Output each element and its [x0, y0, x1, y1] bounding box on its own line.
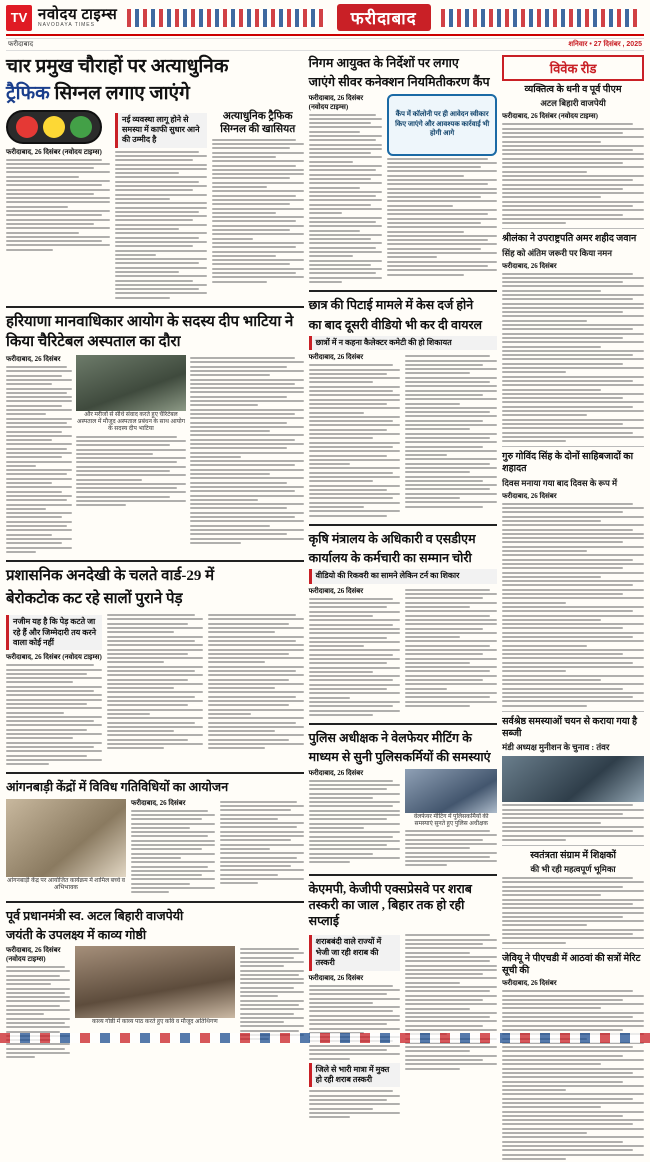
story-police-welfare: [309, 730, 498, 869]
opinion-6-body: [502, 990, 644, 1160]
police-caption: वेलफेयर मीटिंग में पुलिसकर्मियों की समस्याएं सुनते हुए पुलिस अधीक्षक: [413, 813, 489, 827]
human-rights-caption: और मरीजों से सीधे संवाद करते हुए चैरिटेबल अस्पताल में मौजूद अस्पताल प्रबंधन के साथ आयोग के सदस्य दीप भाटिया: [76, 412, 186, 433]
opinion-2-title: श्रीलंका ने उपराष्ट्रपति अमर शहीद जवान: [502, 234, 637, 245]
human-rights-body-col1: [6, 366, 72, 553]
liquor-body-col2: [405, 934, 497, 1069]
agri-kicker: वीडियो की रिकवरी का सामने लेकिन टर्न का शिकार: [309, 569, 498, 583]
story-human-rights-visit: [6, 313, 304, 555]
opinion-item-2: [502, 233, 644, 442]
anganwadi-photo: [6, 799, 126, 877]
student-dateline: फरीदाबाद, 26 दिसंबर: [308, 353, 364, 362]
traffic-light-green-icon: [70, 116, 92, 138]
decorative-flag-stripe: [127, 9, 326, 27]
agri-body-col1: [309, 598, 401, 716]
opinion-5-title: स्वतंत्रता संग्राम में शिक्षकों: [530, 850, 616, 861]
trees-headline-line2: बेरोकटोक कट रहे सालों पुराने पेड़: [6, 590, 183, 607]
lead-body-col1: [6, 159, 110, 251]
opinion-4-photo: [502, 756, 644, 802]
decorative-flag-stripe-right: [441, 9, 640, 27]
sewer-dateline: फरीदाबाद, 26 दिसंबर (नवोदय टाइम्स): [308, 93, 364, 111]
story-anganwadi: [6, 779, 304, 895]
human-rights-headline: हरियाणा मानवाधिकार आयोग के सदस्य दीप भाटिया ने किया चैरिटेबल अस्पताल का दौरा: [6, 314, 294, 350]
agri-dateline: फरीदाबाद, 26 दिसंबर: [308, 586, 364, 595]
lead-headline-line1: चार प्रमुख चौराहों पर अत्याधुनिक: [6, 56, 229, 77]
column-left: [6, 55, 304, 1162]
liquor-body-col1: [309, 985, 401, 1060]
opinion-5-body: [502, 877, 644, 943]
opinion-4-title: सर्वश्रेष्ठ समस्याओं चयन से कराया गया है सब्जी: [502, 716, 638, 740]
sewer-seal-callout: कैंप में कॉलोनी पर ही आवेदन स्वीकार किए जाएंगे और आवश्यक कार्रवाई भी होगी आगे: [387, 94, 497, 156]
trees-body-col1: [6, 664, 102, 765]
opinion-1-subtitle: अटल बिहारी वाजपेयी: [540, 98, 606, 109]
human-rights-dateline: फरीदाबाद, 26 दिसंबर: [6, 355, 61, 364]
city-edition-badge: फरीदाबाद: [337, 4, 431, 31]
opinion-1-title: व्यक्तित्व के धनी व पूर्व पीएम: [524, 85, 622, 95]
opinion-item-6: [502, 953, 644, 1160]
story-trees-cut: [6, 567, 304, 767]
vajpayee-body-col1: [6, 966, 70, 1058]
opinion-6-title: जेवियू ने पीएचडी में आठवां की सत्रों मेरिट सूची की: [502, 953, 641, 976]
sewer-body-col2: [387, 158, 497, 276]
traffic-light-yellow-icon: [43, 116, 65, 138]
trees-body-col2: [107, 614, 203, 749]
sewer-body-col1: [309, 114, 383, 284]
vajpayee-headline-line1: पूर्व प्रधानमंत्री स्व. अटल बिहारी वाजपेयी: [6, 908, 184, 923]
agri-body-col2: [405, 589, 497, 707]
opinion-2-body: [502, 273, 644, 443]
human-rights-body-col3: [190, 357, 304, 544]
lead-body-col2: [115, 151, 207, 299]
opinion-6-dateline: फरीदाबाद, 26 दिसंबर: [502, 979, 557, 988]
brand-name-hindi: नवोदय टाइम्स: [38, 6, 118, 23]
opinion-3-dateline: फरीदाबाद, 26 दिसंबर: [502, 491, 557, 500]
brand-block: [38, 8, 117, 28]
human-rights-body-col2: [76, 436, 186, 507]
anganwadi-body-col1: [131, 810, 215, 894]
anganwadi-headline: आंगनबाड़ी केंद्रों में विविध गतिविधियों का आयोजन: [6, 780, 229, 795]
liquor-dateline: फरीदाबाद, 26 दिसंबर: [308, 973, 364, 982]
sewer-headline-line1: निगम आयुक्त के निर्देशों पर लगाए: [308, 56, 459, 70]
trees-kicker: नजीम यह है कि पेड़ कटते जा रहे हैं और जिम्मेदारी तय करने वाला कोई नहीं: [6, 615, 102, 650]
liquor-body-col1b: [309, 1090, 401, 1118]
anganwadi-caption: आंगनबाड़ी केंद्र पर आयोजित कार्यक्रम में शामिल बच्चे व अभिभावक: [7, 877, 125, 891]
trees-headline-line1: प्रशासनिक अनदेखी के चलते वार्ड-29 में: [6, 568, 215, 585]
police-body-col2: [405, 830, 497, 866]
police-headline-line1: पुलिस अधीक्षक ने वेलफेयर मीटिंग के: [308, 731, 472, 746]
page-body: [6, 55, 644, 1162]
lead-headline-rest: सिग्नल लगाए जाएंगे: [54, 82, 190, 104]
story-liquor-smuggling: [309, 881, 498, 1121]
anganwadi-body-col2: [220, 801, 304, 885]
vajpayee-body-col2: [240, 948, 304, 1040]
vajpayee-photo: [75, 946, 235, 1018]
trees-body-col3: [208, 614, 304, 749]
opinion-2-dateline: फरीदाबाद, 26 दिसंबर: [502, 261, 557, 270]
student-kicker: छात्रों में न कहना कैलेक्टर कमेटी की हो शिकायत: [309, 336, 498, 350]
student-headline-line1: छात्र की पिटाई मामले में केस दर्ज होने: [308, 298, 474, 313]
opinion-1-body: [502, 123, 644, 224]
edition-city: फरीदाबाद: [8, 41, 34, 48]
opinion-3-subtitle: दिवस मनाया गया बाद दिवस के रूप में: [502, 477, 618, 488]
brand-name-english: NAVODAYA TIMES: [38, 21, 95, 28]
liquor-kicker-2: जिले से भारी मात्रा में मुक्त हो रही शराब तस्करी: [309, 1063, 401, 1088]
traffic-light-graphic: [6, 110, 102, 144]
edition-dateline-bar: [6, 38, 644, 51]
student-body-col1: [309, 364, 401, 516]
opinion-1-dateline: फरीदाबाद, 26 दिसंबर (नवोदय टाइम्स): [502, 112, 598, 121]
vajpayee-caption: काव्य गोष्ठी में काव्य पाठ करते हुए कवि व मौजूद अतिथिगण: [91, 1019, 218, 1026]
story-lead-traffic-signals: [6, 55, 304, 301]
story-student-beating: [309, 297, 498, 519]
opinion-3-body: [502, 503, 644, 707]
police-body-col1: [309, 780, 401, 864]
human-rights-photo: [76, 355, 186, 411]
liquor-headline: केएमपी, केजीपी एक्सप्रेसवे पर शराब तस्करी का जाल , बिहार तक हो रही सप्लाई: [308, 881, 472, 929]
opinion-section-title: विवेक रीड: [502, 55, 644, 81]
opinion-4-body: [502, 804, 644, 840]
liquor-kicker: शराबबंदी वाले राज्यों में भेजी जा रही शराब की तस्करी: [309, 935, 401, 970]
lead-headline-line2: [6, 82, 304, 106]
opinion-item-5: [502, 850, 644, 944]
opinion-2-subtitle: सिंह को अंतिम जरूरी पर किया नमन: [502, 247, 612, 258]
story-agri-theft: [309, 531, 498, 718]
edition-date: शनिवार • 27 दिसंबर , 2025: [568, 41, 642, 48]
lead-body-col3: [212, 139, 304, 283]
tv-logo-icon: TV: [6, 5, 32, 31]
lead-subhead: अत्याधुनिक ट्रैफिक सिग्नल की खासियत: [220, 110, 296, 136]
column-middle: [309, 55, 498, 1162]
sewer-headline-line2: जाएंगे सीवर कनेक्शन नियमितीकरण कैंप: [308, 75, 490, 90]
opinion-item-4: [502, 716, 644, 841]
vajpayee-headline-line2: जयंती के उपलक्ष्य में काव्य गोष्ठी: [6, 927, 147, 942]
masthead: [6, 4, 644, 36]
opinion-5-subtitle: की भी रही महत्वपूर्ण भूमिका: [530, 864, 616, 875]
agri-headline-line1: कृषि मंत्रालय के अधिकारी व एसडीएम: [308, 531, 476, 546]
lead-kicker: नई व्यवस्था लागू होने से समस्या में काफी सुधार आने की उम्मीद है: [115, 113, 207, 148]
opinion-item-1: [502, 84, 644, 224]
traffic-light-red-icon: [16, 116, 38, 138]
anganwadi-dateline: फरीदाबाद, 26 दिसंबर: [131, 798, 186, 807]
police-headline-line2: माध्यम से सुनी पुलिसकर्मियों की समस्याएं: [308, 750, 491, 765]
opinion-item-3: [502, 451, 644, 707]
story-sewer-camps: [309, 55, 498, 285]
student-headline-line2: का बाद दूसरी वीडियो भी कर दी वायरल: [308, 317, 483, 332]
vajpayee-dateline: फरीदाबाद, 26 दिसंबर (नवोदय टाइम्स): [6, 946, 61, 964]
opinion-3-title: गुरु गोविंद सिंह के दोनों साहिबजादों का शहादत: [502, 452, 634, 475]
lead-headline-highlight: ट्रैफिक: [6, 82, 50, 104]
lead-dateline: फरीदाबाद, 26 दिसंबर (नवोदय टाइम्स): [6, 147, 102, 156]
opinion-4-subtitle: मंडी अध्यक्ष मुनीशन के चुनाव : तंवर: [502, 742, 610, 753]
footer-decorative-strip: [0, 1033, 650, 1043]
trees-dateline: फरीदाबाद, 26 दिसंबर (नवोदय टाइम्स): [6, 653, 102, 662]
agri-headline-line2: कार्यालय के कर्मचारी का सम्मान चोरी: [308, 551, 472, 566]
column-right-opinion: [502, 55, 644, 1162]
police-photo: [405, 769, 497, 813]
student-body-col2: [405, 355, 497, 507]
police-dateline: फरीदाबाद, 26 दिसंबर: [308, 768, 364, 777]
